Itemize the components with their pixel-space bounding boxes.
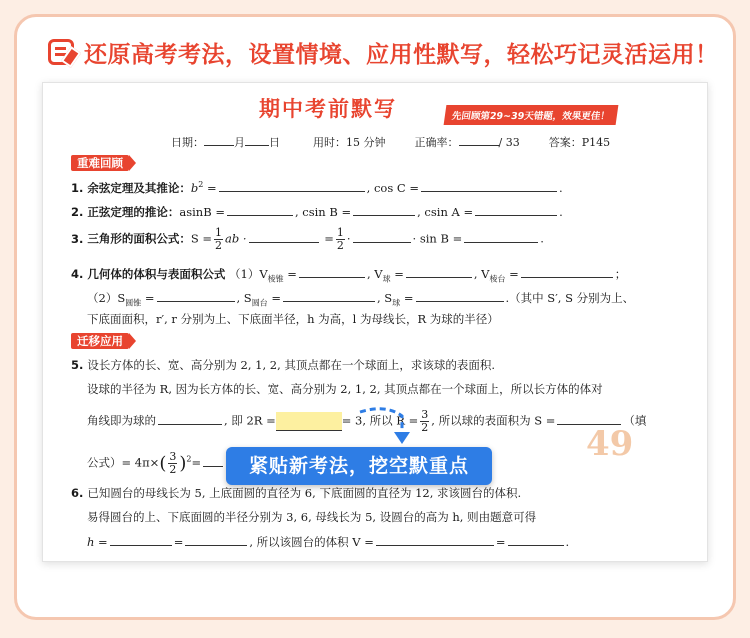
- q1-b: b: [190, 181, 199, 195]
- q1-cos: , cos C =: [366, 181, 419, 195]
- question-5-line-4: 公式）= 4π×( $\frac{3}{2}$ )$^2$=: [87, 451, 225, 476]
- q6-end: .: [565, 535, 570, 549]
- q4-eq2: =: [390, 267, 404, 281]
- month-label: 月: [234, 136, 245, 149]
- q3-s: S =: [190, 231, 213, 246]
- q4-s2: , S: [236, 291, 252, 305]
- q2-label: 正弦定理的推论：: [87, 205, 180, 219]
- q4-sub6: 球: [392, 298, 401, 308]
- q5-frac-num: 3: [421, 408, 429, 421]
- q4-sub2: 球: [382, 274, 391, 284]
- q4-sub4: 圆锥: [125, 298, 142, 308]
- review-tag: 先回顾第29~39天错题，效果更佳！: [444, 105, 619, 125]
- q4-v3: , V: [473, 267, 490, 281]
- question-2: [71, 203, 563, 220]
- q6-line1: 已知圆台的母线长为 5, 上底面圆的直径为 6, 下底面圆的直径为 12, 求该圆台的体积.: [87, 486, 522, 500]
- q6-blank-4[interactable]: [508, 533, 564, 546]
- q4-sub1: 棱锥: [267, 274, 284, 284]
- q3-frac1-num: 1: [215, 226, 223, 239]
- time-label: 用时：15 分钟: [313, 136, 386, 149]
- q4-blank-4[interactable]: [157, 289, 235, 302]
- q3-frac2-den: 2: [336, 239, 344, 252]
- q4-note: .（其中 S′, S 分别为上、: [505, 291, 635, 305]
- question-6-line-3: [87, 533, 569, 550]
- q2-blank-1[interactable]: [227, 203, 293, 216]
- q3-fraction-1: [214, 227, 223, 252]
- answer-page: 答案：P145: [548, 136, 611, 149]
- q4-eq6: =: [400, 291, 414, 305]
- q5-blank-3[interactable]: [203, 454, 223, 467]
- question-4-line-3: 下底面面积，r′, r 分别为上、下底面半径，h 为高，l 为母线长，R 为球的半径）: [87, 312, 499, 326]
- q3-eq: =: [320, 231, 334, 246]
- q2-number: 2.: [71, 205, 84, 219]
- q4-semi: ；: [614, 267, 627, 281]
- q2-a: asinB =: [179, 205, 225, 219]
- arrow-down-icon: [356, 404, 416, 448]
- q5-blank-2[interactable]: [557, 412, 621, 425]
- q3-end: .: [540, 231, 544, 246]
- q1-blank-2[interactable]: [421, 179, 557, 192]
- q6-h: h =: [87, 535, 108, 549]
- worksheet-title: 期中考前默写: [259, 97, 397, 121]
- section-apply: 迁移应用: [71, 333, 129, 349]
- q5-number: 5.: [71, 358, 84, 372]
- q2-c: , csin B =: [294, 205, 352, 219]
- q4-eq5: =: [267, 291, 281, 305]
- question-3: [71, 227, 544, 252]
- q4-number: 4.: [71, 267, 84, 281]
- month-blank[interactable]: [204, 134, 234, 146]
- accuracy-blank[interactable]: [459, 134, 499, 146]
- day-blank[interactable]: [245, 134, 269, 146]
- pencil-note-icon: [48, 39, 74, 65]
- question-1: [71, 179, 563, 196]
- q5-highlight-blank[interactable]: [276, 412, 342, 431]
- accuracy-label: 正确率：: [414, 136, 459, 149]
- q1-exp: 2: [198, 180, 204, 190]
- q5-line3c: = 3, 所以 R =: [341, 413, 419, 428]
- q6-line3c: , 所以该圆台的体积 V =: [249, 535, 374, 549]
- question-6-line-2: 易得圆台的上、下底面圆的半径分别为 3, 6, 母线长为 5, 设圆台的高为 h, 则由题意可得: [87, 510, 537, 524]
- q2-blank-3[interactable]: [475, 203, 557, 216]
- q5-line1: 设长方体的长、宽、高分别为 2, 1, 2, 其顶点都在一个球面上，求该球的表面积.: [87, 358, 496, 372]
- q1-label: 余弦定理及其推论：: [87, 181, 191, 195]
- q5-line3a: 角线即为球的: [87, 413, 156, 428]
- question-5-line-1: [71, 357, 495, 373]
- page-number: 49: [586, 424, 634, 464]
- q4-blank-3[interactable]: [521, 265, 613, 278]
- q4-eq3: =: [505, 267, 519, 281]
- q5-line4b: =: [191, 455, 202, 470]
- q5-exp: 2: [186, 454, 192, 464]
- q2-c2: , csin A =: [417, 205, 474, 219]
- q2-blank-2[interactable]: [353, 203, 415, 216]
- question-4-line-2: [87, 289, 634, 308]
- q6-blank-2[interactable]: [185, 533, 247, 546]
- q5-frac2-den: 2: [169, 463, 177, 476]
- q3-blank-1[interactable]: [249, 230, 319, 243]
- question-5-line-2: 设球的半径为 R, 因为长方体的长、宽、高分别为 2, 1, 2, 其顶点都在一个球面上，所以长方体的体对: [87, 382, 603, 396]
- q5-frac-den: 2: [421, 421, 429, 434]
- banner-text: 还原高考考法，设置情境、应用性默写，轻松巧记灵活运用！: [84, 41, 719, 68]
- q1-number: 1.: [71, 181, 84, 195]
- q1-blank-1[interactable]: [219, 179, 365, 192]
- q4-p2: （2）S: [87, 291, 126, 305]
- q1-eq: =: [203, 181, 217, 195]
- day-label: 日: [269, 136, 280, 149]
- q3-frac1-den: 2: [215, 239, 223, 252]
- q3-number: 3.: [71, 231, 84, 246]
- callout-badge: 紧贴新考法，挖空默重点: [226, 447, 492, 485]
- date-label: 日期：: [171, 136, 204, 149]
- q5-line4a: 公式）= 4π×: [87, 455, 160, 470]
- q3-frac2-num: 1: [336, 226, 344, 239]
- section-review: 重难回顾: [71, 155, 129, 171]
- q3-dot: ·: [346, 231, 351, 246]
- question-4-line-1: [71, 265, 626, 284]
- q6-blank-1[interactable]: [110, 533, 172, 546]
- q1-end: .: [558, 181, 563, 195]
- q5-fraction-2: [168, 451, 177, 476]
- question-6-line-1: [71, 485, 521, 501]
- q4-v2: , V: [366, 267, 383, 281]
- q4-sub3: 棱台: [489, 274, 506, 284]
- q3-sinb: · sin B =: [412, 231, 463, 246]
- q6-eq: =: [173, 535, 184, 549]
- q5-fraction: [420, 409, 429, 434]
- q6-blank-3[interactable]: [376, 533, 494, 546]
- q5-blank-1[interactable]: [158, 412, 222, 425]
- accuracy-total: / 33: [498, 136, 520, 149]
- q4-eq1: =: [283, 267, 297, 281]
- q3-blank-2[interactable]: [353, 230, 411, 243]
- q5-frac2-num: 3: [169, 450, 177, 463]
- q3-ab: ab ·: [225, 231, 247, 246]
- q4-sub5: 圆台: [251, 298, 268, 308]
- q4-label: 几何体的体积与表面积公式: [87, 267, 226, 281]
- q3-blank-3[interactable]: [464, 230, 538, 243]
- q3-fraction-2: [336, 227, 345, 252]
- q4-p1: （1）V: [229, 267, 268, 281]
- q4-eq4: =: [141, 291, 155, 305]
- q2-end: .: [559, 205, 563, 219]
- q6-number: 6.: [71, 486, 84, 500]
- q4-blank-5[interactable]: [283, 289, 375, 302]
- q5-line3d: , 所以球的表面积为 S =: [431, 413, 556, 428]
- q4-blank-6[interactable]: [416, 289, 504, 302]
- banner: [48, 34, 719, 70]
- worksheet-page: [42, 82, 708, 562]
- q5-line3b: , 即 2R =: [224, 413, 276, 428]
- q4-blank-1[interactable]: [299, 265, 365, 278]
- q5-line3e: （填: [623, 413, 647, 428]
- info-row: [171, 134, 610, 150]
- q6-eq2: =: [495, 535, 506, 549]
- q4-blank-2[interactable]: [406, 265, 472, 278]
- q3-label: 三角形的面积公式：: [87, 231, 191, 246]
- q4-s3: , S: [377, 291, 393, 305]
